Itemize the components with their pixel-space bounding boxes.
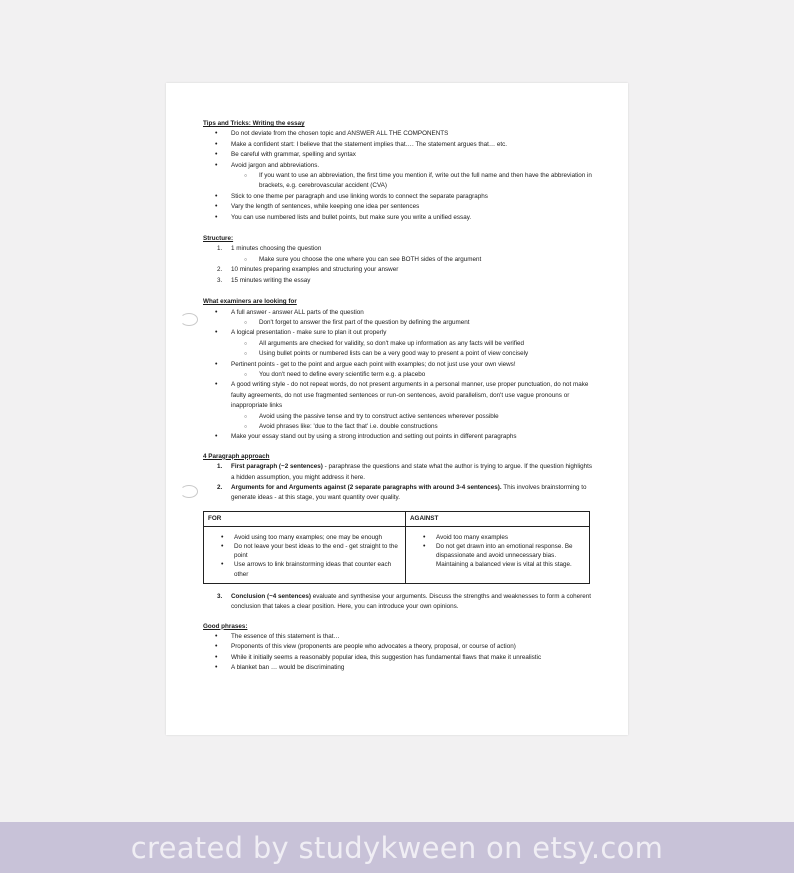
list-item: • Avoid using too many examples; one may be enough bbox=[208, 533, 401, 542]
sub-list-item: ○ Avoid using the passive tense and try to construct active sentences wherever possible bbox=[203, 412, 595, 422]
list-item: • Avoid too many examples bbox=[410, 533, 585, 542]
list-item: • Make your essay stand out by using a strong introduction and setting out points in different paragraphs bbox=[203, 432, 595, 442]
paragraph-list bbox=[203, 462, 595, 504]
item-bold-text: First paragraph (~2 sentences) bbox=[231, 463, 323, 471]
list-item: • Make a confident start: I believe that the statement implies that…. The statement argues that… etc. bbox=[203, 140, 595, 150]
tips-list bbox=[203, 129, 595, 223]
list-item: • A good writing style - do not repeat words, do not present arguments in a personal manner, use proper punctuation, do not make faulty agreements, do not use fragmented sentences or run-on sentences, avoid parallelism, don't use vague pronouns or inappropriate links bbox=[203, 380, 595, 411]
item-number: 2. bbox=[217, 484, 223, 491]
for-cell bbox=[204, 526, 406, 583]
item-number: 1. bbox=[217, 463, 223, 471]
phrases-list bbox=[203, 632, 595, 674]
numbered-item bbox=[203, 483, 595, 504]
against-cell bbox=[406, 526, 590, 583]
numbered-item bbox=[203, 462, 595, 483]
sub-list-item: ○ Using bullet points or numbered lists can be a very good way to present a point of view concisely bbox=[203, 349, 595, 359]
item-text: evaluate and synthesise your arguments. Discuss the strengths and weaknesses to form a coherent conclusion that takes a clear position. Here, you can introduce your own opinions. bbox=[231, 592, 591, 611]
for-header: FOR bbox=[204, 511, 406, 526]
sub-list-item: ○ If you want to use an abbreviation, the first time you mention if, write out the full name and then have the abbreviation in brackets, e.g. cerebrovascular accident (CVA) bbox=[203, 171, 595, 192]
list-item: • Do not deviate from the chosen topic and ANSWER ALL THE COMPONENTS bbox=[203, 129, 595, 139]
numbered-item bbox=[203, 244, 595, 254]
examiners-heading: What examiners are looking for bbox=[203, 298, 297, 306]
tips-heading: Tips and Tricks: Writing the essay bbox=[203, 120, 305, 127]
item-number: 1. bbox=[217, 245, 223, 253]
list-item: • Be careful with grammar, spelling and syntax bbox=[203, 150, 595, 160]
list-item: • The essence of this statement is that… bbox=[203, 632, 595, 642]
item-text: 1 minutes choosing the question bbox=[231, 245, 322, 253]
paragraph-list-continued bbox=[203, 592, 595, 613]
sub-list-item: ○ Avoid phrases like: 'due to the fact that' i.e. double constructions bbox=[203, 422, 595, 432]
item-text: - paraphrase the questions and state what the author is trying to argue. If the question highlights a hidden assumption, you might address it here. bbox=[231, 463, 593, 481]
sub-list-item: ○ Make sure you choose the one where you can see BOTH sides of the argument bbox=[203, 255, 595, 265]
item-number: 3. bbox=[217, 592, 223, 600]
phrases-heading: Good phrases: bbox=[203, 622, 248, 630]
item-text: 10 minutes preparing examples and structuring your answer bbox=[231, 266, 399, 274]
numbered-item bbox=[203, 265, 595, 275]
document-page bbox=[166, 83, 628, 735]
list-item: • A blanket ban … would be discriminating bbox=[203, 663, 595, 673]
list-item: • Do not leave your best ideas to the end - get straight to the point bbox=[208, 542, 401, 560]
numbered-item bbox=[203, 592, 595, 613]
item-bold-text: Arguments for and Arguments against (2 separate paragraphs with around 3-4 sentences). bbox=[231, 484, 502, 491]
list-item: • Stick to one theme per paragraph and use linking words to connect the separate paragraphs bbox=[203, 192, 595, 202]
sub-list-item: ○ All arguments are checked for validity, so don't make up information as any facts will be verified bbox=[203, 339, 595, 349]
list-item: • A logical presentation - make sure to plan it out properly bbox=[203, 328, 595, 338]
list-item: • Proponents of this view (proponents are people who advocates a theory, proposal, or course of action) bbox=[203, 642, 595, 652]
structure-heading: Structure: bbox=[203, 235, 234, 243]
item-number: 3. bbox=[217, 276, 223, 284]
paragraph-heading: 4 Paragraph approach bbox=[203, 452, 270, 460]
item-text: This involves brainstorming to generate ideas - at this stage, you want quantity over quality. bbox=[231, 484, 587, 502]
list-item: • While it initially seems a reasonably popular idea, this suggestion has fundamental flaws that make it unrealistic bbox=[203, 653, 595, 663]
for-against-table bbox=[203, 511, 590, 584]
list-item: • Use arrows to link brainstorming ideas that counter each other bbox=[208, 560, 401, 578]
numbered-item bbox=[203, 276, 595, 286]
list-item: • Vary the length of sentences, while keeping one idea per sentences bbox=[203, 202, 595, 212]
list-item: • You can use numbered lists and bullet points, but make sure you write a unified essay. bbox=[203, 213, 595, 223]
sub-list-item: ○ Don't forget to answer the first part of the question by defining the argument bbox=[203, 318, 595, 328]
examiners-list bbox=[203, 308, 595, 443]
item-bold-text: Conclusion (~4 sentences) bbox=[231, 592, 311, 600]
footer-banner bbox=[0, 822, 794, 873]
list-item: • Do not get drawn into an emotional response. Be dispassionate and avoid unnecessary bias. Maintaining a balanced view is vital at this stage. bbox=[410, 542, 585, 570]
structure-list bbox=[203, 244, 595, 286]
document-content bbox=[203, 119, 595, 674]
punch-hole-mark bbox=[180, 313, 198, 326]
list-item: • A full answer - answer ALL parts of the question bbox=[203, 308, 595, 318]
list-item: • Pertinent points - get to the point and argue each point with examples; do not just use your own views! bbox=[203, 360, 595, 370]
footer-watermark-text: created by studykween on etsy.com bbox=[130, 830, 664, 865]
list-item: • Avoid jargon and abbreviations. bbox=[203, 161, 595, 171]
sub-list-item: ○ You don't need to define every scientific term e.g. a placebo bbox=[203, 370, 595, 380]
against-header: AGAINST bbox=[406, 511, 590, 526]
item-text: 15 minutes writing the essay bbox=[231, 276, 311, 284]
item-number: 2. bbox=[217, 266, 223, 274]
punch-hole-mark bbox=[180, 485, 198, 498]
